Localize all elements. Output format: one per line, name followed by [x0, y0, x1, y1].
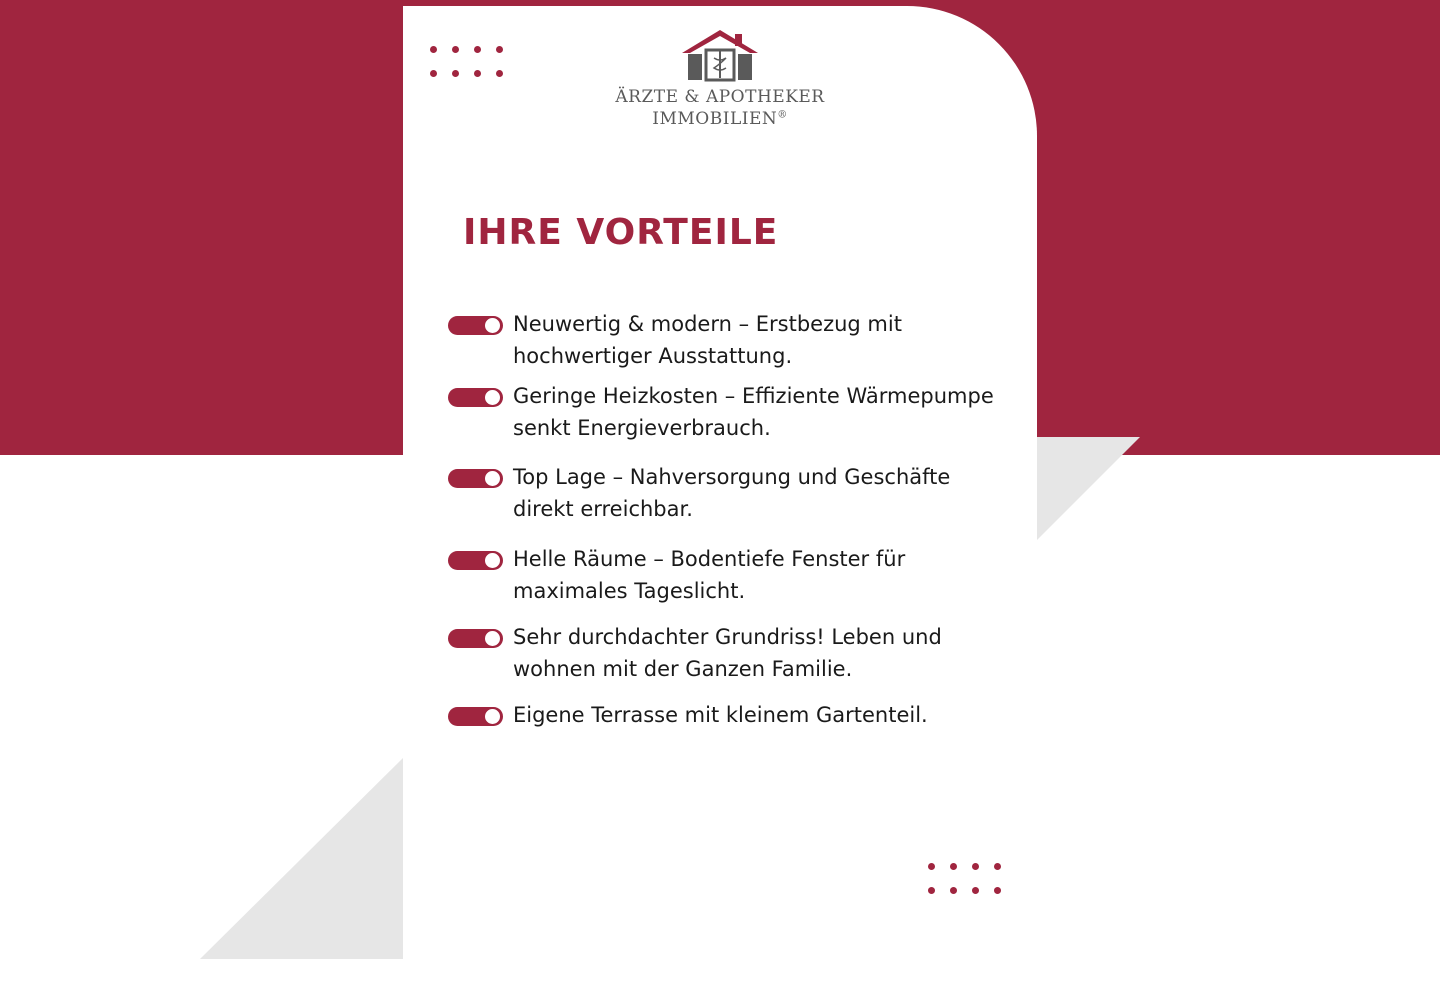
page-title: IHRE VORTEILE	[463, 212, 779, 253]
benefit-text: Eigene Terrasse mit kleinem Gartenteil.	[513, 703, 928, 727]
brand-logo	[600, 28, 840, 130]
benefit-text: Top Lage – Nahversorgung und Geschäfte direkt erreichbar.	[513, 465, 951, 521]
benefit-text: Helle Räume – Bodentiefe Fenster für maximales Tageslicht.	[513, 547, 906, 603]
toggle-icon	[448, 551, 503, 570]
brand-name-line1: ÄRZTE & APOTHEKER	[615, 87, 825, 107]
registered-mark: ®	[777, 109, 788, 121]
benefit-text: Sehr durchdachter Grundriss! Leben und wohnen mit der Ganzen Familie.	[513, 625, 942, 681]
toggle-icon	[448, 707, 503, 726]
brand-name-line2	[600, 108, 840, 130]
gray-diagonal-upper	[1037, 437, 1140, 540]
gray-diagonal-lower	[200, 758, 403, 959]
toggle-icon	[448, 388, 503, 407]
toggle-icon	[448, 469, 503, 488]
house-with-caduceus-icon	[680, 28, 760, 82]
toggle-icon	[448, 316, 503, 335]
benefit-text: Geringe Heizkosten – Effiziente Wärmepumpe senkt Energieverbrauch.	[513, 384, 994, 440]
decorative-dots-bottom	[928, 863, 1001, 894]
brand-name-line2-text: IMMOBILIEN	[652, 109, 778, 129]
benefit-text: Neuwertig & modern – Erstbezug mit hochwertiger Ausstattung.	[513, 312, 902, 368]
decorative-dots-top	[430, 46, 503, 77]
toggle-icon	[448, 629, 503, 648]
